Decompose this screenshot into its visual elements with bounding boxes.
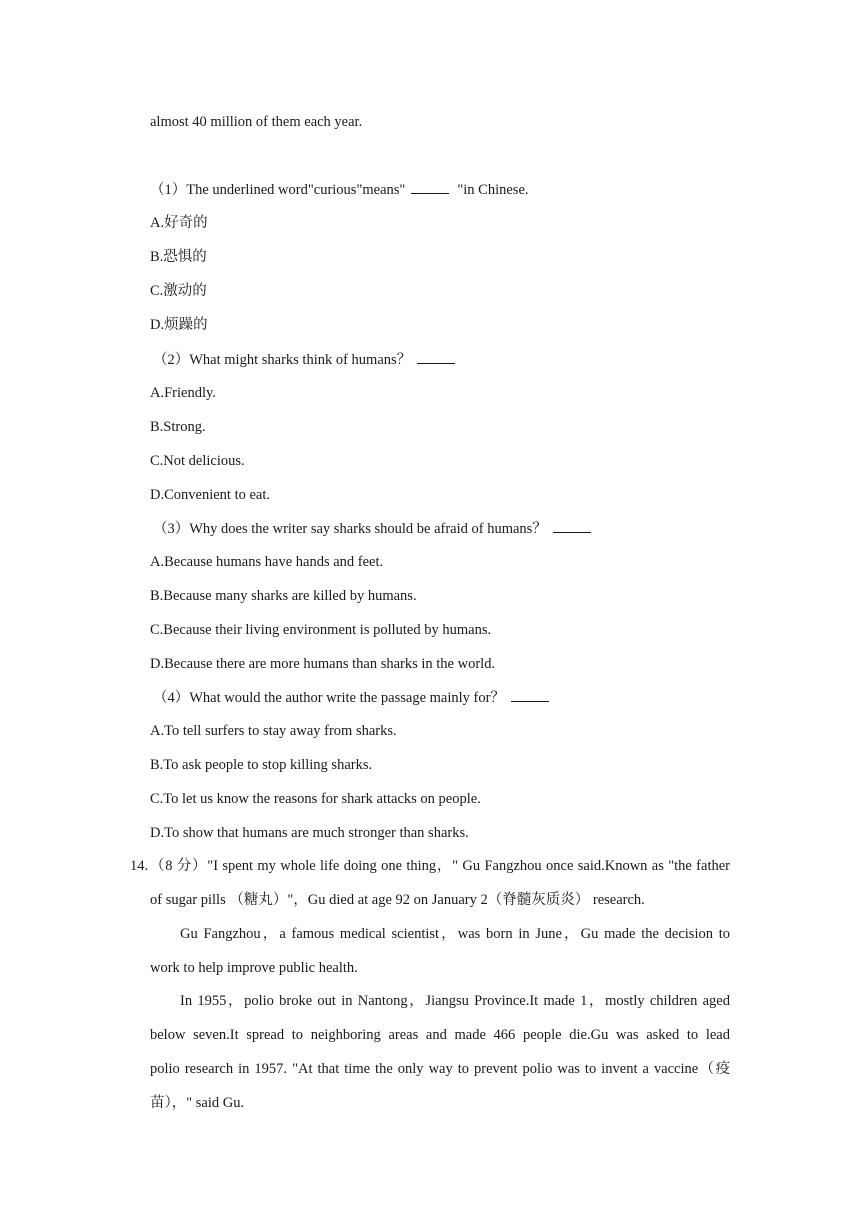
question-14-line-1: （8 分）"I spent my whole life doing one thing，" Gu Fangzhou once said.Known as "the father: [150, 858, 730, 874]
passage-tail: almost 40 million of them each year.: [150, 114, 363, 130]
paragraph-2-line-2: work to help improve public health.: [150, 960, 358, 976]
question-1-stem-text: （1）The underlined word"curious"means": [150, 182, 406, 198]
option-1a: A.好奇的: [150, 215, 208, 231]
answer-blank: [553, 518, 591, 533]
question-1-stem: [150, 179, 529, 200]
paragraph-3-line-1: In 1955，polio broke out in Nantong，Jiangsu Province.It made 1，mostly children aged: [180, 993, 730, 1009]
option-4b: B.To ask people to stop killing sharks.: [150, 757, 373, 773]
option-1d: D.烦躁的: [150, 317, 208, 333]
option-1c: C.激动的: [150, 283, 207, 299]
option-2d: D.Convenient to eat.: [150, 487, 271, 503]
paragraph-3-line-4: 苗），" said Gu.: [150, 1095, 245, 1111]
answer-blank: [417, 349, 455, 364]
question-4-stem: [153, 687, 549, 708]
option-3d: D.Because there are more humans than sharks in the world.: [150, 656, 496, 672]
question-2-stem-text: （2）What might sharks think of humans？: [153, 352, 412, 368]
option-2b: B.Strong.: [150, 419, 206, 435]
option-3b: B.Because many sharks are killed by humans.: [150, 588, 417, 604]
option-4c: C.To let us know the reasons for shark attacks on people.: [150, 791, 481, 807]
question-2-stem: [153, 349, 455, 370]
option-2a: A.Friendly.: [150, 385, 216, 401]
question-1-stem-after: "in Chinese.: [457, 182, 529, 198]
question-14-number: 14.: [130, 858, 149, 874]
question-14-line-2: of sugar pills （糖丸）"，Gu died at age 92 on January 2（脊髓灰质炎） research.: [150, 892, 645, 908]
option-4a: A.To tell surfers to stay away from sharks.: [150, 723, 397, 739]
question-4-stem-text: （4）What would the author write the passage mainly for？: [153, 690, 505, 706]
option-1b: B.恐惧的: [150, 249, 207, 265]
paragraph-3-line-3: polio research in 1957. "At that time the only way to prevent polio was to invent a vaccine（疫: [150, 1061, 730, 1077]
question-3-stem: [153, 518, 591, 539]
answer-blank: [511, 687, 549, 702]
answer-blank: [411, 179, 449, 194]
option-4d: D.To show that humans are much stronger than sharks.: [150, 825, 469, 841]
option-2c: C.Not delicious.: [150, 453, 245, 469]
paragraph-2-line-1: Gu Fangzhou，a famous medical scientist，was born in June，Gu made the decision to: [180, 926, 730, 942]
question-3-stem-text: （3）Why does the writer say sharks should be afraid of humans？: [153, 521, 547, 537]
option-3c: C.Because their living environment is polluted by humans.: [150, 622, 492, 638]
paragraph-3-line-2: below seven.It spread to neighboring areas and made 466 people die.Gu was asked to lead: [150, 1027, 730, 1043]
option-3a: A.Because humans have hands and feet.: [150, 554, 384, 570]
